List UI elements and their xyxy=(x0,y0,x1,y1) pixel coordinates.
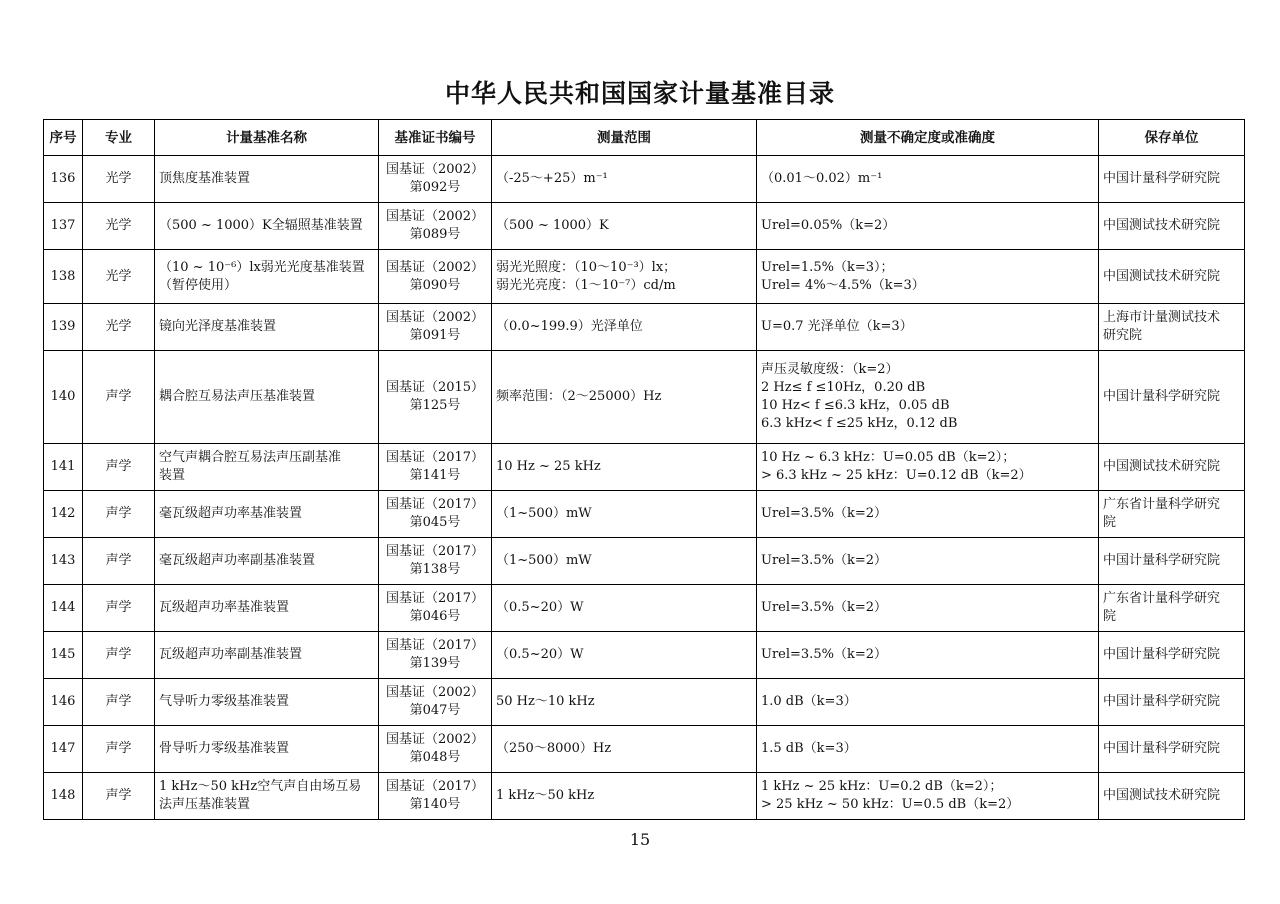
row-cert-line: 第048号 xyxy=(409,750,461,765)
row-number: 143 xyxy=(44,538,83,585)
row-name xyxy=(155,491,379,538)
row-range xyxy=(492,632,757,679)
row-unit-line: 中国计量科学研究院 xyxy=(1103,741,1221,756)
row-range-line: （0.0~199.9）光泽单位 xyxy=(496,319,643,334)
row-field: 声学 xyxy=(83,585,155,632)
row-cert-line: 国基证（2017） xyxy=(385,779,485,794)
row-cert-line: 第046号 xyxy=(409,609,461,624)
table-row xyxy=(44,726,1245,773)
row-unit-line: 上海市计量测试技术 xyxy=(1103,310,1221,325)
row-unit xyxy=(1099,679,1245,726)
row-range xyxy=(492,203,757,250)
row-name xyxy=(155,444,379,491)
row-uncertainty-line: Urel=3.5%（k=2） xyxy=(761,647,887,662)
row-range-line: 弱光光亮度：（1～10⁻⁷）cd/m xyxy=(496,277,676,293)
row-uncertainty-line: Urel=1.5%（k=3）； xyxy=(761,259,894,275)
row-cert-line: 国基证（2002） xyxy=(385,259,485,275)
row-name xyxy=(155,304,379,351)
row-range-line: （1~500）mW xyxy=(496,506,592,521)
row-range xyxy=(492,351,757,444)
row-unit-line: 中国计量科学研究院 xyxy=(1103,647,1221,662)
row-cert xyxy=(379,726,492,773)
row-range-line: （250～8000）Hz xyxy=(496,741,612,756)
row-uncertainty xyxy=(757,203,1099,250)
row-uncertainty xyxy=(757,304,1099,351)
row-name xyxy=(155,351,379,444)
row-number: 136 xyxy=(44,156,83,203)
row-uncertainty xyxy=(757,679,1099,726)
row-cert-line: 国基证（2002） xyxy=(385,685,485,700)
row-name-line: 毫瓦级超声功率基准装置 xyxy=(159,506,303,521)
row-unit xyxy=(1099,632,1245,679)
row-name xyxy=(155,538,379,585)
row-unit-line: 中国计量科学研究院 xyxy=(1103,171,1221,186)
row-name-line: 1 kHz～50 kHz空气声自由场互易 xyxy=(159,779,362,794)
row-cert-line: 国基证（2017） xyxy=(385,638,485,653)
table-row xyxy=(44,203,1245,250)
row-uncertainty-line: 6.3 kHz< f ≤25 kHz，0.12 dB xyxy=(761,416,958,431)
row-unit-line: 院 xyxy=(1103,515,1117,530)
row-range xyxy=(492,491,757,538)
row-cert-line: 第045号 xyxy=(409,515,461,530)
row-unit-line: 中国计量科学研究院 xyxy=(1103,553,1221,568)
row-name-line: 瓦级超声功率副基准装置 xyxy=(159,647,303,662)
row-unit-line: 中国测试技术研究院 xyxy=(1103,268,1221,284)
standards-table xyxy=(43,119,1245,820)
row-uncertainty xyxy=(757,491,1099,538)
row-cert-line: 第141号 xyxy=(409,468,461,483)
table-row xyxy=(44,538,1245,585)
row-field: 光学 xyxy=(83,156,155,203)
row-unit-line: 研究院 xyxy=(1103,328,1143,343)
row-unit xyxy=(1099,491,1245,538)
row-range xyxy=(492,304,757,351)
row-name-line: （10 ~ 10⁻⁶）lx弱光光度基准装置 xyxy=(159,259,365,275)
row-cert-line: 国基证（2015） xyxy=(385,380,485,395)
row-name-line: 气导听力零级基准装置 xyxy=(159,694,290,709)
row-field: 声学 xyxy=(83,538,155,585)
row-name-line: 顶焦度基准装置 xyxy=(159,171,251,186)
row-unit xyxy=(1099,538,1245,585)
row-uncertainty-line: 1 kHz ~ 25 kHz：U=0.2 dB（k=2）； xyxy=(761,779,1003,794)
table-row xyxy=(44,679,1245,726)
row-range xyxy=(492,585,757,632)
row-cert-line: 第047号 xyxy=(409,703,461,718)
row-field: 声学 xyxy=(83,444,155,491)
table-row xyxy=(44,773,1245,820)
row-name xyxy=(155,773,379,820)
row-unit xyxy=(1099,444,1245,491)
row-uncertainty xyxy=(757,538,1099,585)
table-row xyxy=(44,491,1245,538)
row-field: 声学 xyxy=(83,351,155,444)
row-name xyxy=(155,250,379,304)
row-cert-line: 第091号 xyxy=(409,328,461,343)
header-no: 序号 xyxy=(44,120,83,156)
row-cert-line: 国基证（2002） xyxy=(385,732,485,747)
row-field: 声学 xyxy=(83,773,155,820)
row-field: 声学 xyxy=(83,726,155,773)
table-row xyxy=(44,444,1245,491)
row-unit-line: 中国计量科学研究院 xyxy=(1103,389,1221,404)
row-field: 声学 xyxy=(83,632,155,679)
row-uncertainty-line: Urel= 4%～4.5%（k=3） xyxy=(761,277,925,293)
row-number: 141 xyxy=(44,444,83,491)
row-unit-line: 中国计量科学研究院 xyxy=(1103,694,1221,709)
header-field: 专业 xyxy=(83,120,155,156)
row-uncertainty-line: （0.01～0.02）m⁻¹ xyxy=(761,171,883,186)
row-unit xyxy=(1099,726,1245,773)
row-field: 声学 xyxy=(83,679,155,726)
row-name xyxy=(155,679,379,726)
row-range-line: （1~500）mW xyxy=(496,553,592,568)
header-uncertainty: 测量不确定度或准确度 xyxy=(757,120,1099,156)
row-uncertainty-line: > 25 kHz ~ 50 kHz：U=0.5 dB（k=2） xyxy=(761,797,1020,812)
row-number: 146 xyxy=(44,679,83,726)
row-name xyxy=(155,203,379,250)
row-number: 148 xyxy=(44,773,83,820)
row-unit xyxy=(1099,351,1245,444)
row-uncertainty-line: 声压灵敏度级：（k=2） xyxy=(761,362,899,377)
row-name-line: 毫瓦级超声功率副基准装置 xyxy=(159,553,316,568)
row-field: 声学 xyxy=(83,491,155,538)
row-uncertainty xyxy=(757,351,1099,444)
row-name-line: 空气声耦合腔互易法声压副基准 xyxy=(159,450,342,465)
table-row xyxy=(44,351,1245,444)
row-name-line: 瓦级超声功率基准装置 xyxy=(159,600,290,615)
row-range xyxy=(492,250,757,304)
row-unit-line: 中国测试技术研究院 xyxy=(1103,218,1221,233)
row-number: 142 xyxy=(44,491,83,538)
row-name-line: 镜向光泽度基准装置 xyxy=(159,319,277,334)
row-name-line: 装置 xyxy=(159,468,186,483)
row-uncertainty xyxy=(757,444,1099,491)
row-cert-line: 国基证（2002） xyxy=(385,209,485,224)
row-name-line: （暂停使用） xyxy=(159,277,238,293)
row-uncertainty-line: Urel=0.05%（k=2） xyxy=(761,218,896,233)
row-cert-line: 国基证（2002） xyxy=(385,162,485,177)
row-uncertainty-line: 2 Hz≤ f ≤10Hz，0.20 dB xyxy=(761,380,926,395)
row-uncertainty xyxy=(757,773,1099,820)
row-unit xyxy=(1099,203,1245,250)
table-row xyxy=(44,304,1245,351)
row-cert xyxy=(379,491,492,538)
row-cert xyxy=(379,156,492,203)
row-uncertainty xyxy=(757,632,1099,679)
row-uncertainty-line: 1.5 dB（k=3） xyxy=(761,741,857,756)
row-number: 138 xyxy=(44,250,83,304)
row-uncertainty-line: Urel=3.5%（k=2） xyxy=(761,553,887,568)
row-range xyxy=(492,726,757,773)
row-range-line: （0.5~20）W xyxy=(496,600,584,615)
row-number: 145 xyxy=(44,632,83,679)
header-cert: 基准证书编号 xyxy=(379,120,492,156)
row-cert xyxy=(379,203,492,250)
row-name xyxy=(155,585,379,632)
row-cert-line: 第090号 xyxy=(409,277,461,293)
row-uncertainty xyxy=(757,726,1099,773)
row-name-line: 法声压基准装置 xyxy=(159,797,251,812)
row-uncertainty-line: U=0.7 光泽单位（k=3） xyxy=(761,319,913,334)
table-row xyxy=(44,585,1245,632)
row-unit-line: 广东省计量科学研究 xyxy=(1103,497,1221,512)
row-range-line: （0.5~20）W xyxy=(496,647,584,662)
row-range xyxy=(492,156,757,203)
row-cert xyxy=(379,632,492,679)
row-cert-line: 国基证（2017） xyxy=(385,544,485,559)
page-title: 中华人民共和国国家计量基准目录 xyxy=(444,79,835,108)
table-row xyxy=(44,250,1245,304)
row-cert-line: 国基证（2017） xyxy=(385,450,485,465)
row-uncertainty-line: > 6.3 kHz ~ 25 kHz：U=0.12 dB（k=2） xyxy=(761,468,1032,483)
row-range-line: 弱光光照度：（10～10⁻³）lx； xyxy=(496,259,677,275)
row-unit-line: 院 xyxy=(1103,609,1117,624)
table-header-row xyxy=(44,120,1245,156)
row-uncertainty xyxy=(757,585,1099,632)
row-uncertainty-line: Urel=3.5%（k=2） xyxy=(761,600,887,615)
row-field: 光学 xyxy=(83,203,155,250)
row-cert-line: 第092号 xyxy=(409,180,461,195)
row-cert xyxy=(379,679,492,726)
row-range-line: 1 kHz～50 kHz xyxy=(496,788,595,803)
row-unit-line: 中国测试技术研究院 xyxy=(1103,788,1221,803)
row-name xyxy=(155,156,379,203)
row-unit xyxy=(1099,156,1245,203)
row-range xyxy=(492,444,757,491)
row-cert-line: 第140号 xyxy=(409,797,461,812)
row-uncertainty-line: 10 Hz ~ 6.3 kHz：U=0.05 dB（k=2）； xyxy=(761,450,1016,465)
row-range xyxy=(492,679,757,726)
row-number: 147 xyxy=(44,726,83,773)
table-row xyxy=(44,632,1245,679)
row-cert-line: 国基证（2017） xyxy=(385,591,485,606)
page-number: 15 xyxy=(629,830,651,849)
row-field: 光学 xyxy=(83,304,155,351)
row-range-line: 50 Hz～10 kHz xyxy=(496,694,595,709)
row-cert-line: 国基证（2017） xyxy=(385,497,485,512)
row-cert-line: 第139号 xyxy=(409,656,461,671)
row-cert xyxy=(379,773,492,820)
row-unit-line: 中国测试技术研究院 xyxy=(1103,459,1221,474)
row-unit xyxy=(1099,304,1245,351)
row-cert-line: 第125号 xyxy=(409,398,461,413)
row-name xyxy=(155,726,379,773)
header-unit: 保存单位 xyxy=(1099,120,1245,156)
row-number: 139 xyxy=(44,304,83,351)
row-range xyxy=(492,773,757,820)
row-number: 137 xyxy=(44,203,83,250)
row-uncertainty xyxy=(757,250,1099,304)
row-name-line: 耦合腔互易法声压基准装置 xyxy=(159,389,316,404)
row-field: 光学 xyxy=(83,250,155,304)
table-row xyxy=(44,156,1245,203)
row-cert xyxy=(379,304,492,351)
row-range-line: 频率范围：（2～25000）Hz xyxy=(496,389,662,404)
row-cert xyxy=(379,538,492,585)
row-uncertainty-line: 10 Hz< f ≤6.3 kHz，0.05 dB xyxy=(761,398,950,413)
row-cert xyxy=(379,250,492,304)
row-uncertainty-line: 1.0 dB（k=3） xyxy=(761,694,857,709)
row-name-line: 骨导听力零级基准装置 xyxy=(159,741,290,756)
row-cert-line: 第138号 xyxy=(409,562,461,577)
row-uncertainty xyxy=(757,156,1099,203)
row-range-line: （-25～+25）m⁻¹ xyxy=(496,171,608,186)
row-unit xyxy=(1099,773,1245,820)
row-range-line: 10 Hz ~ 25 kHz xyxy=(496,459,601,474)
row-cert xyxy=(379,351,492,444)
row-unit-line: 广东省计量科学研究 xyxy=(1103,591,1221,606)
row-name xyxy=(155,632,379,679)
row-cert xyxy=(379,444,492,491)
row-range-line: （500 ~ 1000）K xyxy=(496,218,609,233)
row-cert xyxy=(379,585,492,632)
row-number: 140 xyxy=(44,351,83,444)
row-unit xyxy=(1099,250,1245,304)
row-uncertainty-line: Urel=3.5%（k=2） xyxy=(761,506,887,521)
row-name-line: （500 ~ 1000）K全辐照基准装置 xyxy=(159,218,363,233)
row-number: 144 xyxy=(44,585,83,632)
row-cert-line: 第089号 xyxy=(409,227,461,242)
row-cert-line: 国基证（2002） xyxy=(385,310,485,325)
header-name: 计量基准名称 xyxy=(155,120,379,156)
header-range: 测量范围 xyxy=(492,120,757,156)
row-range xyxy=(492,538,757,585)
row-unit xyxy=(1099,585,1245,632)
